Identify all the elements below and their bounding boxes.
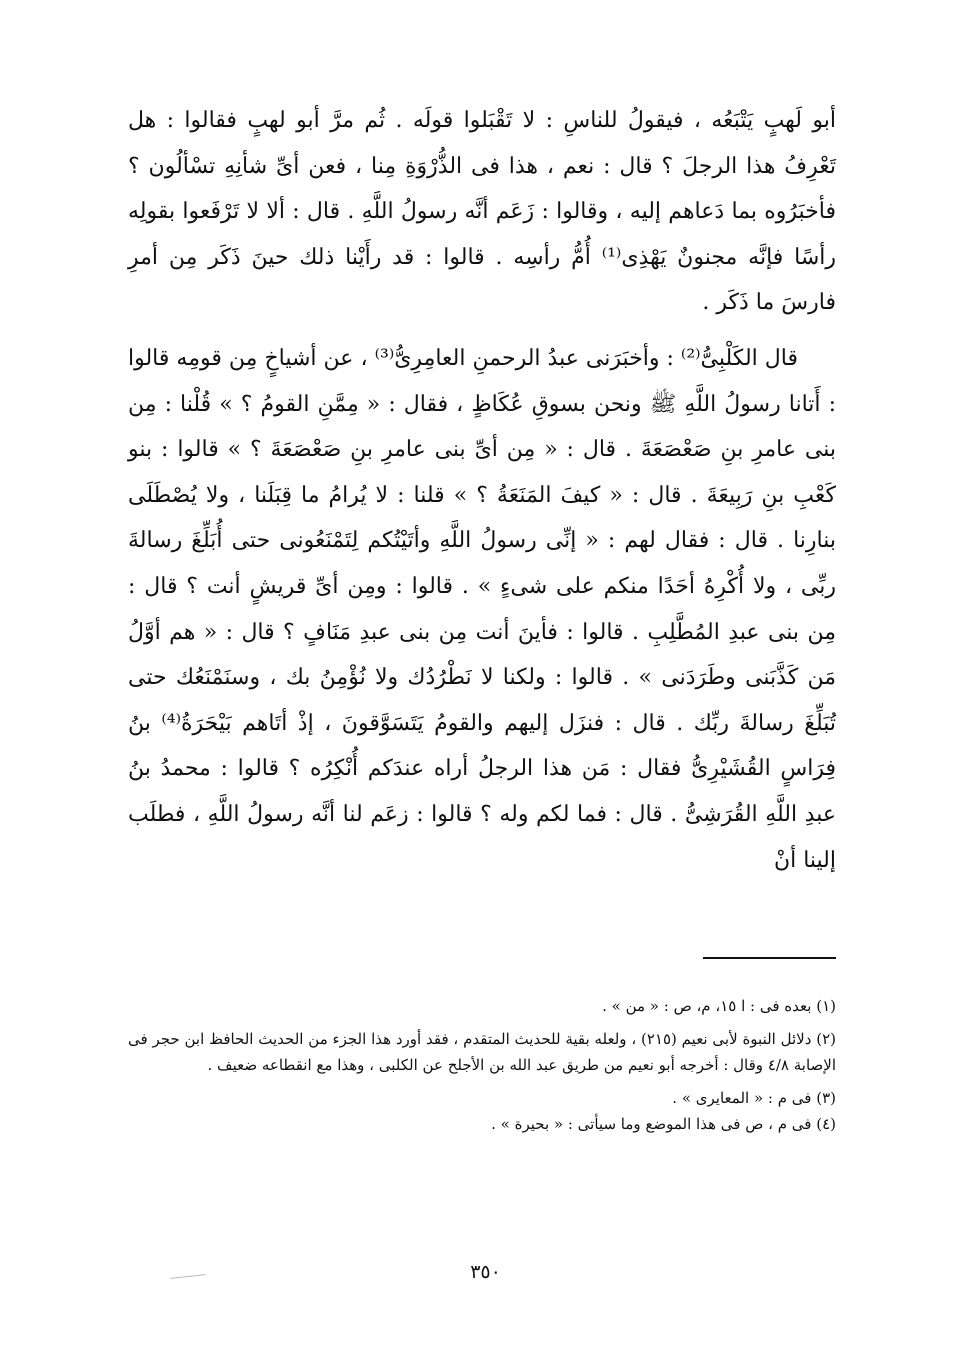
page-number: ٣٥٠: [470, 1261, 501, 1283]
footnote-1: (١) بعده فى : ا ١٥، م، ص : « من » .: [602, 997, 836, 1015]
footnote-3: (٣) فى م : « المعايرى » .: [672, 1088, 836, 1107]
main-text: [128, 98, 836, 883]
footnotes: [128, 993, 836, 1138]
paragraph-2: قال الكَلْبِىُّ⁽²⁾ : وأخبَرَنى عبدُ الرحمنِ العامِرِىُّ⁽³⁾ ، عن أشياخٍ مِن قومِه قالوا : أَتانا رسولُ اللَّهِ ﷺ ونحن بسوقِ عُكَاظٍ ، فقال : « مِمَّنِ القومُ ؟ » قُلْنا : مِن بنى عامرِ بنِ صَعْصَعَةَ . قال : « مِن أىِّ بنى عامرِ بنِ صَعْصَعَةَ ؟ » قالوا : بنو كَعْبِ بنِ رَبِيعَةَ . قال : « كيفَ المَنَعَةُ ؟ » قلنا : لا يُرامُ ما قِبَلَنا ، ولا يُصْطَلَى بنارِنا . قال : فقال لهم : « إنِّى رسولُ اللَّهِ وأتَيْتُكم لِتَمْنَعُونى حتى أُبَلِّغَ رسالةَ ربِّى ، ولا أُكْرِهُ أحَدًا منكم على شىءٍ » . قالوا : ومِن أىِّ قريشٍ أنت ؟ قال : مِن بنى عبدِ المُطَّلِبِ . قالوا : فأينَ أنت مِن بنى عبدِ مَنَافٍ ؟ قال : « هم أوَّلُ مَن كَذَّبَنى وطَرَدَنى » . قالوا : ولكنا لا نَطْرُدُك ولا نُؤْمِنُ بك ، وسنَمْنَعُك حتى تُبَلِّغَ رسالةَ ربِّك . قال : فنزَل إليهم والقومُ يَتَسَوَّقونَ ، إذْ أتَاهم بَيْحَرَةُ⁽⁴⁾ بنُ فِرَاسٍ القُشَيْرِىُّ فقال : مَن هذا الرجلُ أراه عندَكم أُنْكِرُه ؟ قالوا : محمدُ بنُ عبدِ اللَّهِ القُرَشِىُّ . قال : فما لكم وله ؟ قالوا : زعَم لنا أنَّه رسولُ اللَّهِ ، فطلَب إلينا أنْ: [128, 345, 836, 873]
footnote-4: (٤) فى م ، ص فى هذا الموضع وما سيأتى : « بحيرة » .: [491, 1115, 836, 1133]
paragraph-1: أبو لَهبٍ يَتْبَعُه ، فيقولُ للناسِ : لا تَقْبَلوا قولَه . ثُم مرَّ أبو لهبٍ فقالوا : هل تَعْرِفُ هذا الرجلَ ؟ قال : نعم ، هذا فى الذُّرْوَةِ مِنا ، فعن أىِّ شأنِهِ تسْألُون ؟ فأخبَرُوه بما دَعاهم إليه ، وقالوا : زَعَم أنَّه رسولُ اللَّهِ . قال : ألا لا تَرْفَعوا بقولِه رأسًا فإنَّه مجنونٌ يَهْذِى⁽¹⁾ أُمُّ رأسِه . قالوا : قد رأَيْنا ذلك حينَ ذَكَر مِن أمرِ فارسَ ما ذَكَر .: [128, 108, 836, 316]
footnote-2: (٢) دلائل النبوة لأبى نعيم (٢١٥) ، ولعله بقية للحديث المتقدم ، فقد أورد هذا الجزء من الحديث الحافظ ابن حجر فى الإصابة ٤/٨ وقال : أخرجه أبو نعيم من طريق عبد الله بن الأجلح عن الكلبى ، وهذا مع انقطاعه ضعيف .: [128, 1029, 836, 1074]
footnote-separator: [703, 957, 836, 959]
